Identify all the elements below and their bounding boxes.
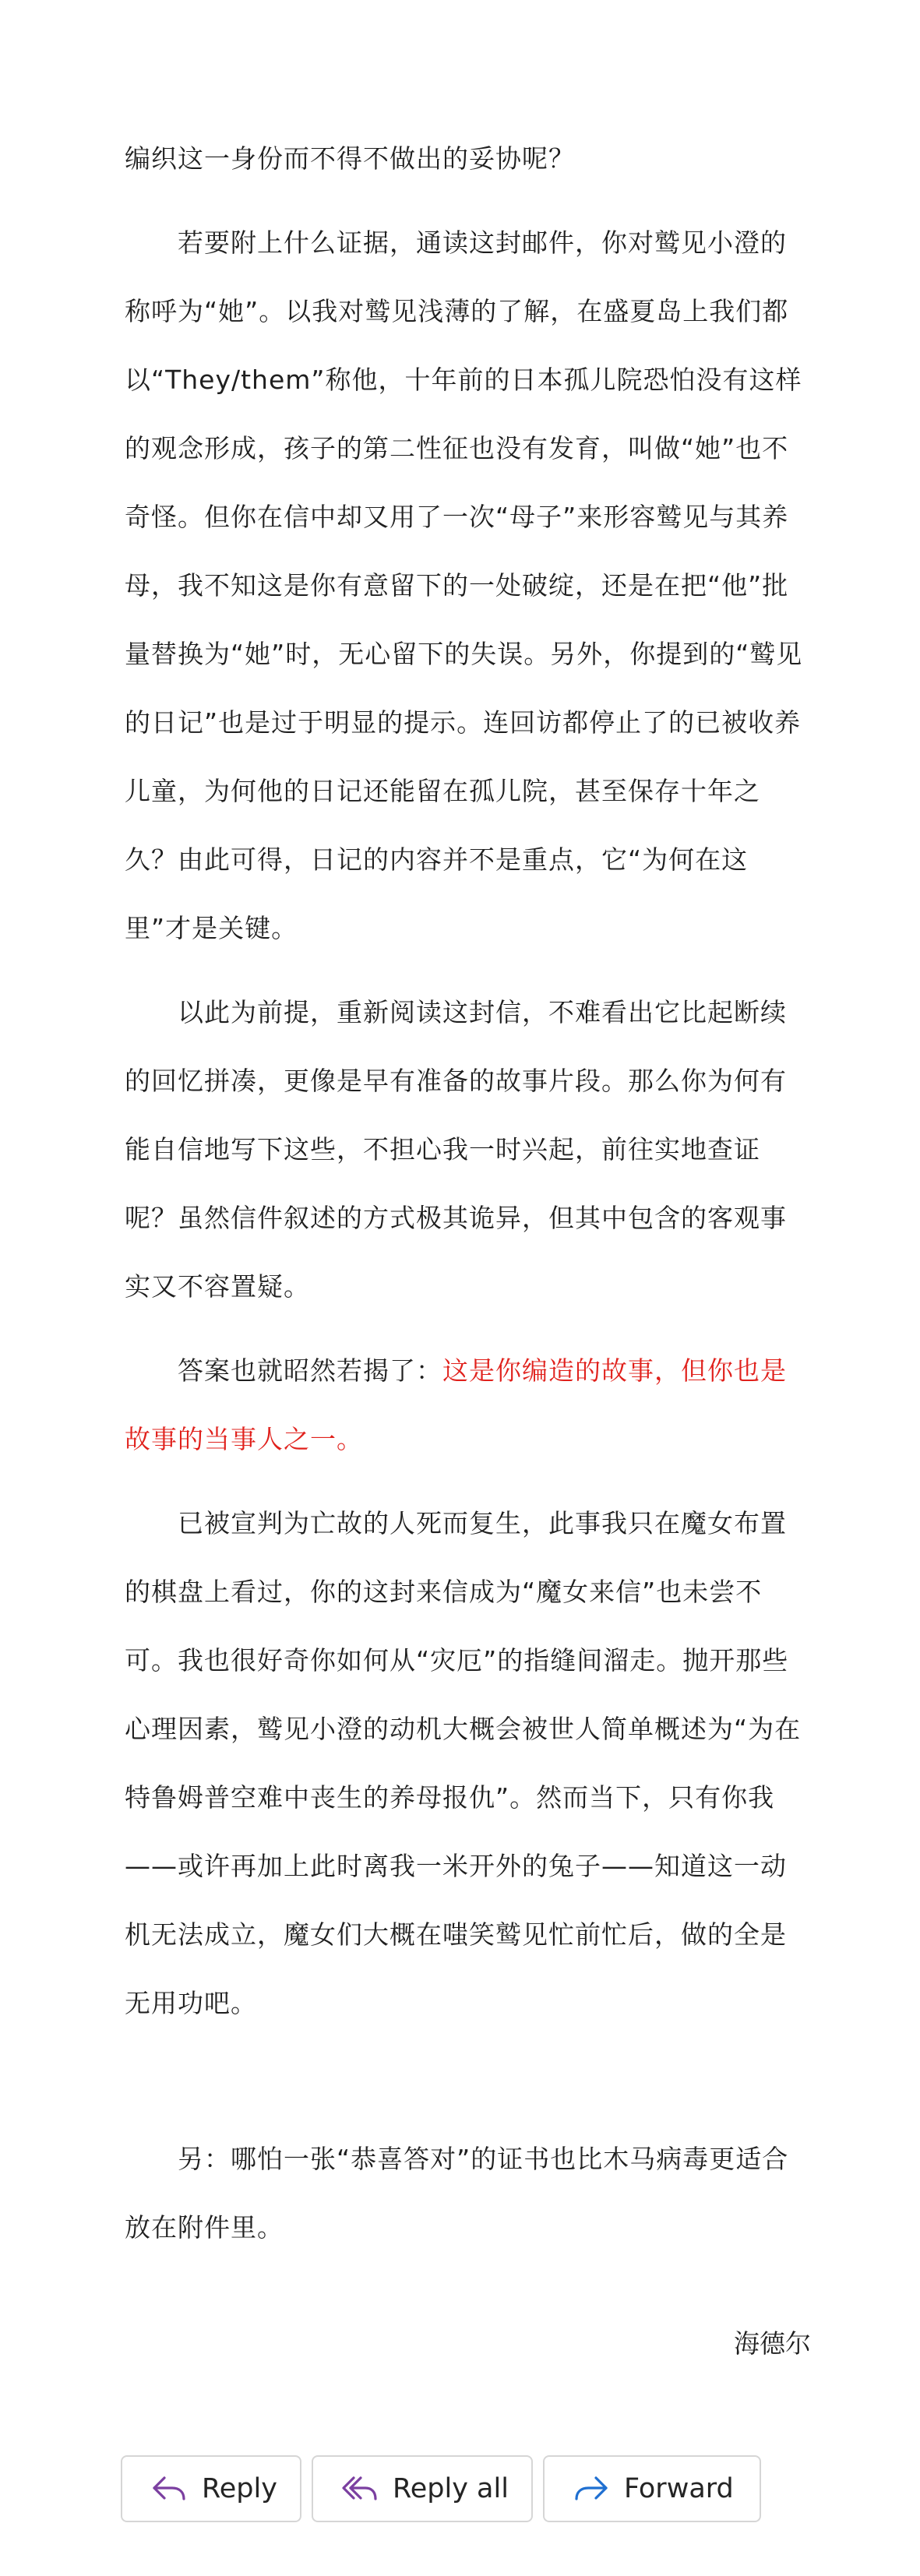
body-paragraph: 以此为前提，重新阅读这封信，不难看出它比起断续的回忆拼凑，更像是早有准备的故事片段。那么你为何有能自信地写下这些，不担心我一时兴起，前往实地查证呢？虽然信件叙述的方式极其诡异，但其中包含的客观事实又不容置疑。	[125, 997, 787, 1302]
forward-button[interactable]	[543, 2455, 761, 2522]
signature: 海德尔	[734, 2328, 811, 2359]
reply-all-button[interactable]	[312, 2455, 533, 2522]
email-actions-bar	[121, 2455, 761, 2522]
reply-label: Reply	[202, 2473, 277, 2504]
forward-icon	[573, 2473, 610, 2504]
answer-lead-text: 答案也就昭然若揭了：	[178, 1355, 442, 1386]
email-body	[125, 125, 810, 2262]
reply-button[interactable]	[121, 2455, 301, 2522]
postscript-paragraph: 另：哪怕一张“恭喜答对”的证书也比木马病毒更适合放在附件里。	[125, 2144, 789, 2243]
reply-all-icon	[341, 2473, 379, 2504]
forward-label: Forward	[624, 2473, 734, 2504]
body-paragraph: 编织这一身份而不得不做出的妥协呢？	[125, 143, 575, 174]
reply-all-label: Reply all	[393, 2473, 509, 2504]
reply-icon	[150, 2473, 188, 2504]
body-paragraph-answer	[125, 1337, 810, 1474]
answer-highlight-text: 这是你编造的故事，但你也是故事的当事人之一。	[125, 1355, 787, 1454]
body-paragraph: 已被宣判为亡故的人死而复生，此事我只在魔女布置的棋盘上看过，你的这封来信成为“魔女来信”也未尝不可。我也很好奇你如何从“灾厄”的指缝间溜走。抛开那些心理因素，鹫见小澄的动机大概会被世人简单概述为“为在特鲁姆普空难中丧生的养母报仇”。然而当下，只有你我——或许再加上此时离我一米开外的兔子——知道这一动机无法成立，魔女们大概在嗤笑鹫见忙前忙后，做的全是无用功吧。	[125, 1508, 802, 2018]
body-paragraph: 若要附上什么证据，通读这封邮件，你对鹫见小澄的称呼为“她”。以我对鹫见浅薄的了解，在盛夏岛上我们都以“They/them”称他，十年前的日本孤儿院恐怕没有这样的观念形成，孩子的第二性征也没有发育，叫做“她”也不奇怪。但你在信中却又用了一次“母子”来形容鹫见与其养母，我不知这是你有意留下的一处破绽，还是在把“他”批量替换为“她”时，无心留下的失误。另外，你提到的“鹫见的日记”也是过于明显的提示。连回访都停止了的已被收养儿童，为何他的日记还能留在孤儿院，甚至保存十年之久？由此可得，日记的内容并不是重点，它“为何在这里”才是关键。	[125, 227, 803, 943]
